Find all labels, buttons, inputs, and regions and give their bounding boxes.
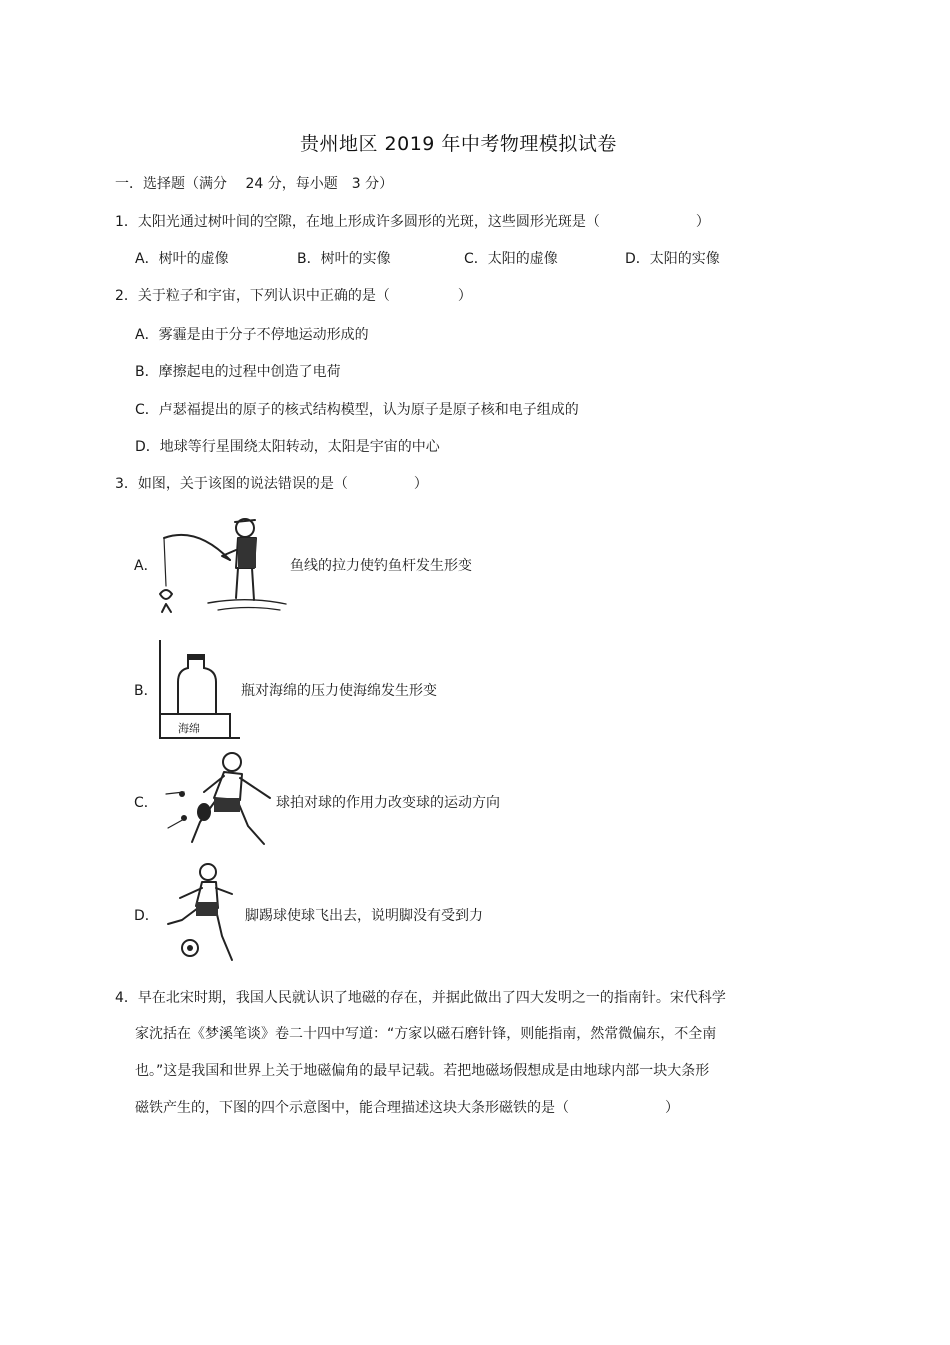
q2-close: ） [457, 288, 472, 304]
q1-stem-text: 1．太阳光通过树叶间的空隙，在地上形成许多圆形的光斑，这些圆形光斑是（ [115, 214, 600, 230]
q3-option-a-text: 鱼线的拉力使钓鱼杆发生形变 [290, 558, 472, 574]
sponge-label: 海绵 [178, 722, 200, 735]
q2-option-c: C．卢瑟福提出的原子的核式结构模型，认为原子是原子核和电子组成的 [135, 402, 579, 418]
q3-option-d-text: 脚踢球使球飞出去，说明脚没有受到力 [245, 908, 483, 924]
fishing-figure [152, 508, 292, 620]
q2-stem-text: 2．关于粒子和宇宙，下列认识中正确的是（ [115, 288, 390, 304]
q1-option-b: B．树叶的实像 [297, 251, 391, 267]
q1-option-a: A．树叶的虚像 [135, 251, 229, 267]
q4-line-4-text: 磁铁产生的，下图的四个示意图中，能合理描述这块大条形磁铁的是（ [135, 1100, 569, 1116]
q1-option-d: D．太阳的实像 [625, 251, 720, 267]
q3-option-b-letter: B． [134, 683, 158, 699]
q4-line-1: 4．早在北宋时期，我国人民就认识了地磁的存在，并据此做出了四大发明之一的指南针。宋代科学 [115, 990, 726, 1006]
q3-close: ） [413, 476, 428, 492]
q4-line-4 [135, 1097, 679, 1117]
q1-option-c: C．太阳的虚像 [464, 251, 558, 267]
q4-line-2: 家沈括在《梦溪笔谈》卷二十四中写道：“方家以磁石磨针锋，则能指南，然常微偏东，不全南 [135, 1026, 717, 1042]
q2-option-d: D．地球等行星围绕太阳转动，太阳是宇宙的中心 [135, 439, 440, 455]
q3-option-d-letter: D． [134, 908, 159, 924]
q1-close: ） [695, 214, 710, 230]
page-title: 贵州地区 2019 年中考物理模拟试卷 [300, 133, 617, 155]
q1-stem [115, 211, 710, 231]
bottle-sponge-figure [156, 638, 242, 742]
section-heading: 一．选择题（满分 24 分，每小题 3 分） [115, 176, 394, 192]
q4-close: ） [665, 1100, 679, 1116]
q3-option-c-letter: C． [134, 795, 158, 811]
q3-option-c-text: 球拍对球的作用力改变球的运动方向 [276, 795, 500, 811]
q4-line-3: 也。”这是我国和世界上关于地磁偏角的最早记载。若把地磁场假想成是由地球内部一块大条形 [135, 1063, 710, 1079]
q3-stem-text: 3．如图，关于该图的说法错误的是（ [115, 476, 348, 492]
q2-stem [115, 285, 472, 305]
q2-option-a: A．雾霾是由于分子不停地运动形成的 [135, 327, 369, 343]
q3-option-a-letter: A． [134, 558, 158, 574]
q3-stem [115, 473, 428, 493]
q2-option-b: B．摩擦起电的过程中创造了电荷 [135, 364, 341, 380]
kicking-figure [156, 860, 242, 968]
q3-option-b-text: 瓶对海绵的压力使海绵发生形变 [241, 683, 437, 699]
badminton-figure [152, 748, 280, 852]
